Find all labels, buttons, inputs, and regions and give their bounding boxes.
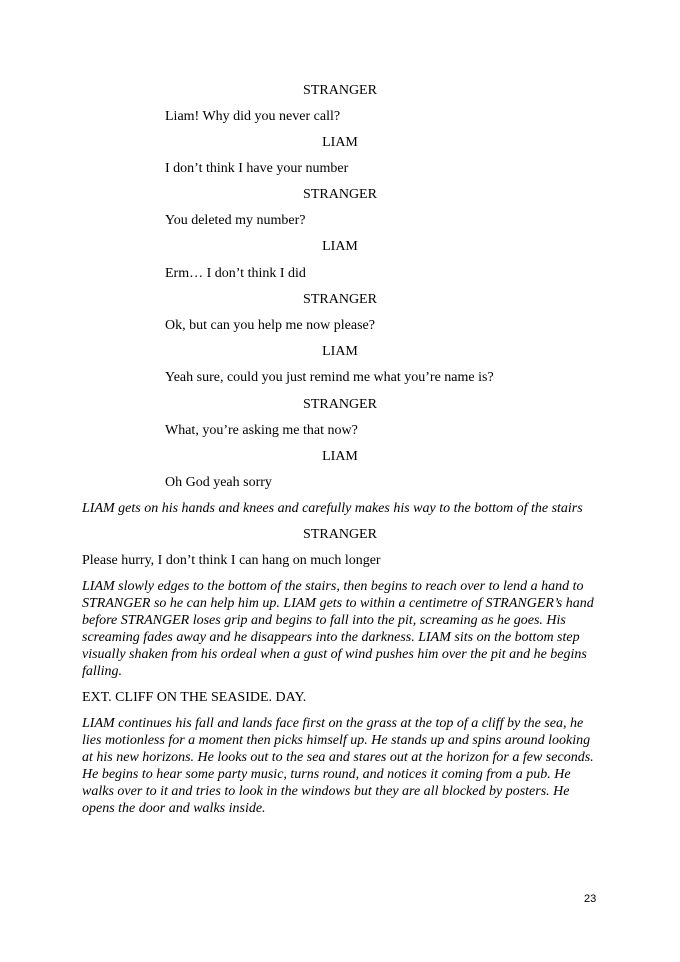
character-cue: LIAM (322, 135, 358, 150)
action-paragraph: LIAM continues his fall and lands face first on the grass at the top of a cliff by the sea, he lies motionless for a moment then picks himself up. He stands up and spins around looking at his new horizons. He looks out to the sea and stares out at the horizon for a few seconds. He begins to hear some party music, turns round, and notices it coming from a pub. He walks over to it and tries to look in the windows but they are all blocked by posters. He opens the door and walks inside. (82, 716, 594, 816)
dialogue-line: Oh God yeah sorry (165, 475, 272, 490)
dialogue-line: I don’t think I have your number (165, 161, 349, 176)
dialogue-line: Ok, but can you help me now please? (165, 318, 375, 333)
character-cue: LIAM (322, 449, 358, 464)
character-cue: LIAM (322, 344, 358, 359)
character-cue: STRANGER (303, 527, 377, 542)
action-line: LIAM gets on his hands and knees and carefully makes his way to the bottom of the stairs (82, 501, 583, 516)
action-paragraph: LIAM slowly edges to the bottom of the stairs, then begins to reach over to lend a hand to STRANGER so he can help him up. LIAM gets to within a centimetre of STRANGER’s hand before STRANGER loses grip and begins to fall into the pit, screaming as he goes. His screaming fades away and he disappears into the darkness. LIAM sits on the bottom step visually shaken from his ordeal when a gust of wind pushes him over the pit and he begins falling. (82, 579, 594, 679)
page-number: 23 (584, 893, 597, 905)
dialogue-line: Please hurry, I don’t think I can hang on much longer (82, 553, 381, 568)
character-cue: STRANGER (303, 83, 377, 98)
dialogue-line: Yeah sure, could you just remind me what you’re name is? (165, 370, 494, 385)
scene-heading: EXT. CLIFF ON THE SEASIDE. DAY. (82, 690, 307, 705)
character-cue: LIAM (322, 239, 358, 254)
character-cue: STRANGER (303, 292, 377, 307)
dialogue-line: Erm… I don’t think I did (165, 266, 306, 281)
dialogue-line: You deleted my number? (165, 213, 306, 228)
character-cue: STRANGER (303, 187, 377, 202)
dialogue-line: What, you’re asking me that now? (165, 423, 358, 438)
character-cue: STRANGER (303, 397, 377, 412)
dialogue-line: Liam! Why did you never call? (165, 109, 341, 124)
